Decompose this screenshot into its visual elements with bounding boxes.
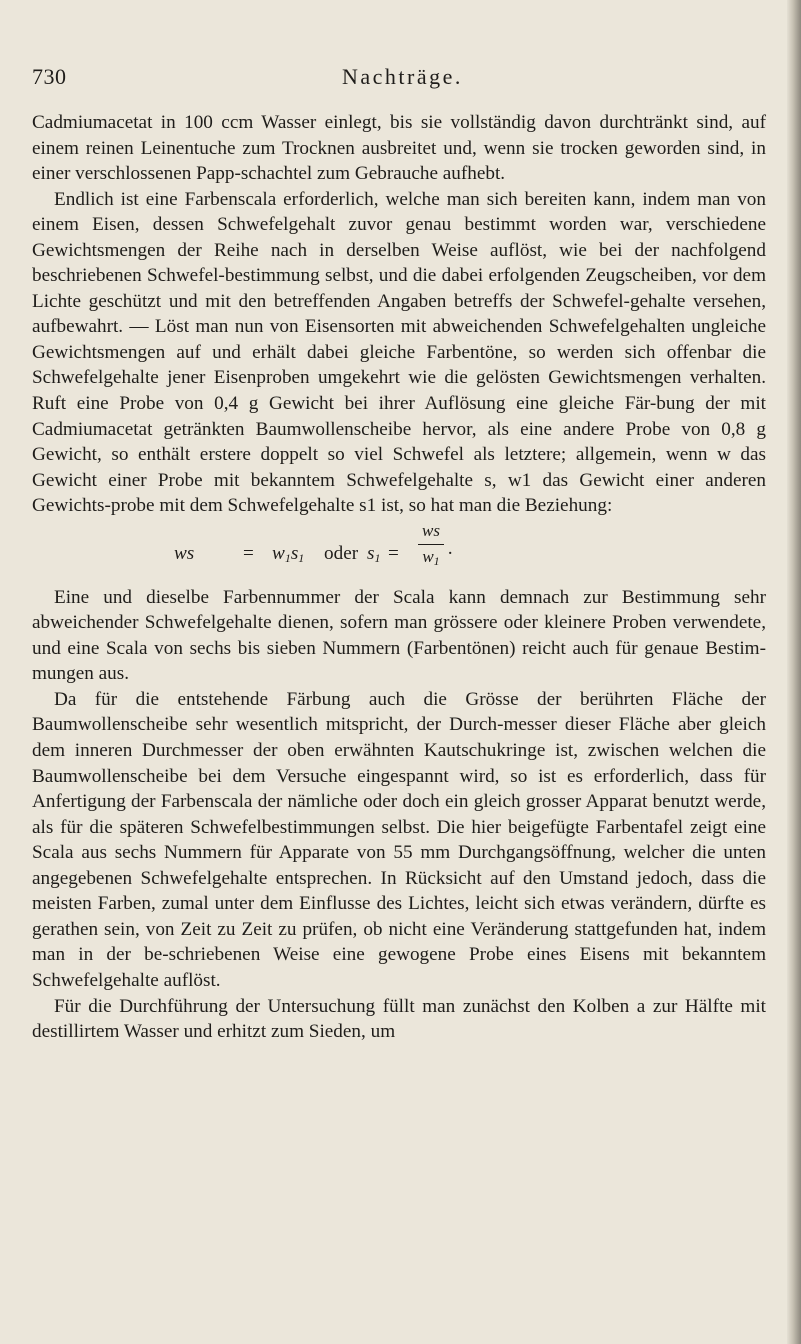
formula-connector: oder (324, 542, 359, 564)
formula-equals-2: = (388, 542, 399, 564)
paragraph-4: Da für die entstehende Färbung auch die Grösse der berührten Fläche der Baumwollenscheibe sehr wesentlich mitspricht, der Durch-messer dieser Fläche aber gleich dem inneren Durchmesser der oben erwähnten Kautschukringe ist, zwischen welchen die Baumwollenscheibe bei dem Versuche eingespannt wird, so ist es erforderlich, dass für Anfertigung der Farbenscala der nämliche oder doch ein gleich grosser Apparat benutzt werde, als für die späteren Schwefelbestimmungen selbst. Die hier beigefügte Farbentafel zeigt eine Scala aus sechs Nummern für Apparate von 55 mm Durchgangsöffnung, welcher die unten angegebenen Schwefelgehalte entsprechen. In Rücksicht auf den Umstand jedoch, dass die meisten Farben, zumal unter dem Einflusse des Lichtes, leicht sich etwas verändern, dürfte es gerathen sein, von Zeit zu Zeit zu prüfen, ob nicht eine Veränderung stattgefunden hat, indem man in der be-schriebenen Weise eine gewogene Probe eines Eisens mit bekanntem Schwefelgehalte auflöst. (32, 688, 766, 991)
formula-lhs: ws (174, 542, 195, 564)
body-text (32, 110, 766, 1045)
page-header (32, 64, 772, 94)
formula-lhs2: $s_1$ (367, 542, 381, 565)
fraction-denominator: $w_1$ (422, 546, 440, 568)
page-spine-shadow (787, 0, 801, 1344)
paragraph-1: Cadmiumacetat in 100 ccm Wasser einlegt, bis sie vollständig davon durchtränkt sind, auf einem reinen Leinentuche zum Trocknen ausbreitet und, wenn sie trocken geworden sind, in einer verschlossenen Papp-schachtel zum Gebrauche aufhebt. (32, 112, 766, 185)
formula (32, 521, 766, 581)
paragraph-2: Endlich ist eine Farbenscala erforderlich, welche man sich bereiten kann, indem man von einem Eisen, dessen Schwefelgehalt zuvor genau bestimmt worden war, verschiedene Gewichtsmengen der Reihe nach in derselben Weise auflöst, wie bei der nachfolgend beschriebenen Schwefel-bestimmung selbst, und die dabei erfolgenden Zeugscheiben, vor dem Lichte geschützt und mit den betreffenden Angaben betreffs der Schwefel-gehalte versehen, aufbewahrt. — Löst man nun von Eisensorten mit abweichenden Schwefelgehalten ungleiche Gewichtsmengen auf und erhält dabei gleiche Farbentöne, so werden sich offenbar die Schwefelgehalte jener Eisenproben umgekehrt wie die gelösten Gewichtsmengen verhalten. Ruft eine Probe von 0,4 g Gewicht bei ihrer Auflösung eine gleiche Fär-bung der mit Cadmiumacetat getränkten Baumwollenscheibe hervor, als eine andere Probe von 0,8 g Gewicht, so enthält erstere doppelt so viel Schwefel als letztere; allgemein, wenn w das Gewicht einer Probe mit bekanntem Schwefelgehalte s, w1 das Gewicht einer anderen Gewichts-probe mit dem Schwefelgehalte s1 ist, so hat man die Beziehung: (32, 188, 766, 517)
paragraph-3: Eine und dieselbe Farbennummer der Scala kann demnach zur Bestimmung sehr abweichender Schwefelgehalte dienen, sofern man grössere oder kleinere Proben verwendete, und eine Scala von sechs bis sieben Nummern (Farbentönen) reicht auch für genaue Bestim-mungen aus. (32, 586, 766, 685)
formula-rhs: $w_1s_1$ (272, 542, 305, 565)
fraction-numerator: ws (422, 520, 440, 540)
page-number: 730 (32, 64, 67, 89)
formula-equals: = (243, 542, 254, 564)
fraction-bar (418, 544, 444, 545)
formula-fraction (418, 521, 444, 567)
formula-end-dot: · (447, 542, 454, 564)
running-head: Nachträge. (342, 64, 463, 89)
paragraph-5: Für die Durchführung der Untersuchung füllt man zunächst den Kolben a zur Hälfte mit destillirtem Wasser und erhitzt zum Sieden, um (32, 995, 766, 1043)
